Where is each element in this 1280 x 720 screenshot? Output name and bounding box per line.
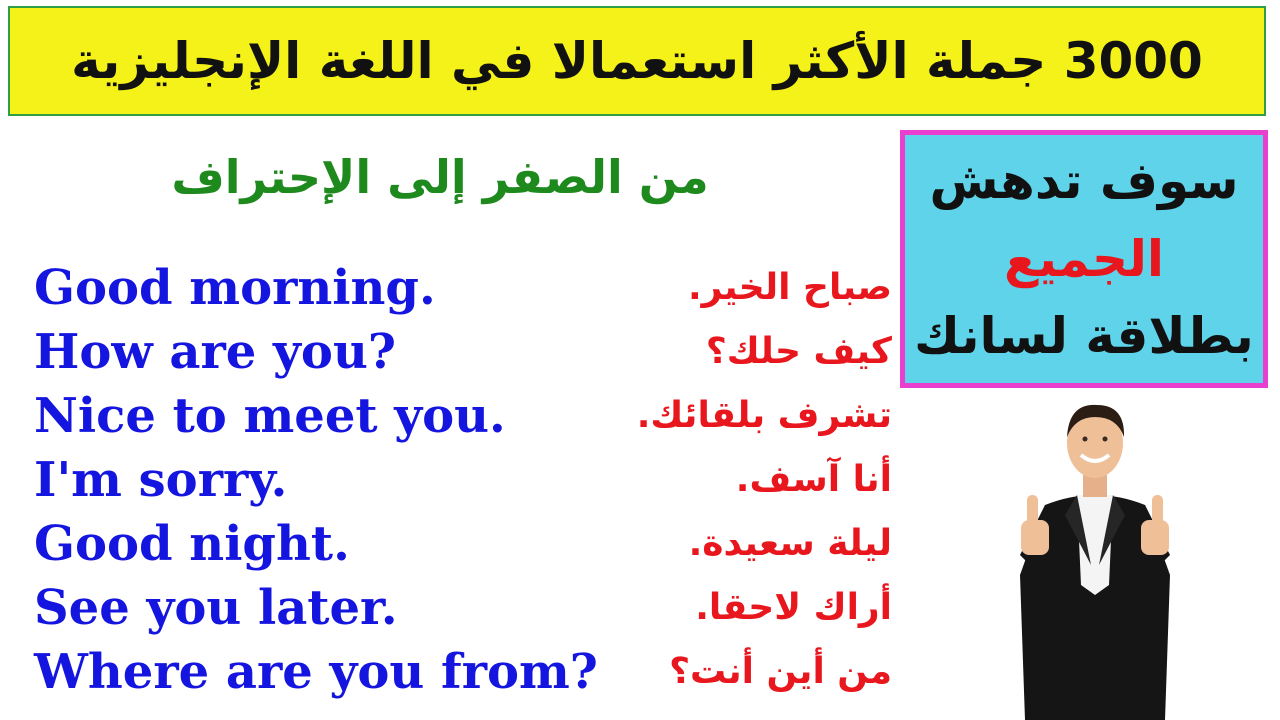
callout-line-1: سوف تدهش — [929, 152, 1239, 211]
phrase-row — [0, 384, 900, 448]
phrase-row — [0, 512, 900, 576]
subtitle: من الصفر إلى الإحتراف — [171, 150, 709, 204]
english-phrase: See you later. — [34, 580, 398, 636]
phrase-row — [0, 640, 900, 704]
english-phrase: Good morning. — [34, 260, 436, 316]
phrase-row — [0, 448, 900, 512]
title-banner — [8, 6, 1266, 116]
arabic-phrase: كيف حلك؟ — [705, 331, 892, 372]
phrase-row — [0, 576, 900, 640]
phrase-row — [0, 320, 900, 384]
callout-line-3: بطلاقة لسانك — [914, 307, 1254, 366]
title-text: 3000 جملة الأكثر استعمالا في اللغة الإنجليزية — [71, 32, 1203, 90]
english-phrase: Good night. — [34, 516, 350, 572]
arabic-phrase: صباح الخير. — [687, 267, 892, 308]
callout-line-2: الجميع — [1003, 229, 1165, 288]
arabic-phrase: تشرف بلقائك. — [636, 395, 892, 436]
arabic-phrase: من أين أنت؟ — [669, 651, 892, 692]
english-phrase: Nice to meet you. — [34, 388, 506, 444]
english-phrase: Where are you from? — [34, 644, 598, 700]
businessman-thumbs-up-image — [1005, 395, 1185, 720]
arabic-phrase: أنا آسف. — [735, 459, 892, 500]
english-phrase: I'm sorry. — [34, 452, 288, 508]
arabic-phrase: أراك لاحقا. — [695, 587, 892, 628]
arabic-phrase: ليلة سعيدة. — [688, 523, 892, 564]
callout-box — [900, 130, 1268, 388]
phrase-row — [0, 256, 900, 320]
english-phrase: How are you? — [34, 324, 396, 380]
